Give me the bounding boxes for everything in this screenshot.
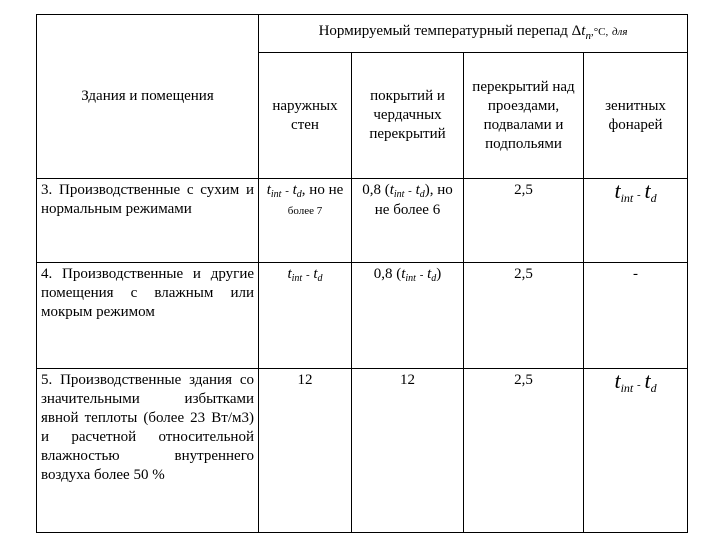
temperature-difference-table	[36, 14, 688, 533]
row-5-floors: 2,5	[464, 369, 584, 533]
row-5-walls: 12	[259, 369, 352, 533]
header-group-text: Нормируемый температурный перепад Δ	[318, 22, 582, 39]
row-4-roofs: 0,8 $(t_{int} - t_d)$	[352, 263, 464, 369]
header-floors	[464, 53, 584, 179]
header-lanterns-label: зенитных фонарей	[605, 97, 666, 133]
row-5-lanterns: $t_{int} - t_d$	[584, 369, 688, 533]
row-5-roofs: 12	[352, 369, 464, 533]
header-group-subscript: n	[585, 29, 591, 42]
row-4-lanterns: -	[584, 263, 688, 369]
row-4-name: 4. Производственные и другие помещения с влажным или мокрым режимом	[37, 263, 259, 369]
header-group	[259, 15, 688, 53]
table-row	[37, 263, 688, 369]
header-lanterns	[584, 53, 688, 179]
row-5-name: 5. Производственные здания со значительными избытками явной теплоты (более 23 Вт/м3) и расчетной относительной влажностью внутреннего воздуха более 50 %	[37, 369, 259, 533]
row-3-floors: 2,5	[464, 179, 584, 263]
row-4-walls: $t_{int} - t_d$	[259, 263, 352, 369]
header-floors-label: перекрытий над проездами, подвалами и подпольями	[472, 78, 575, 152]
row-3-lanterns: $t_{int} - t_d$	[584, 179, 688, 263]
header-roofs-label: покрытий и чердачных перекрытий	[369, 88, 446, 142]
header-walls	[259, 53, 352, 179]
row-3-walls: $t_{int} - t_d$, но не более 7	[259, 179, 352, 263]
header-walls-label: наружных стен	[272, 97, 338, 133]
header-buildings	[37, 15, 259, 179]
row-3-name: 3. Производственные с сухим и нормальным режимами	[37, 179, 259, 263]
header-buildings-label: Здания и помещения	[81, 88, 214, 104]
table-row	[37, 369, 688, 533]
header-group-symbol: t	[581, 22, 586, 39]
header-row-1	[37, 15, 688, 53]
header-roofs	[352, 53, 464, 179]
row-4-floors: 2,5	[464, 263, 584, 369]
header-group-suffix: для	[611, 25, 628, 38]
table-row	[37, 179, 688, 263]
row-3-roofs: 0,8 $(t_{int} - t_d)$, но не более 6	[352, 179, 464, 263]
header-group-unit: ,°С,	[590, 25, 609, 38]
